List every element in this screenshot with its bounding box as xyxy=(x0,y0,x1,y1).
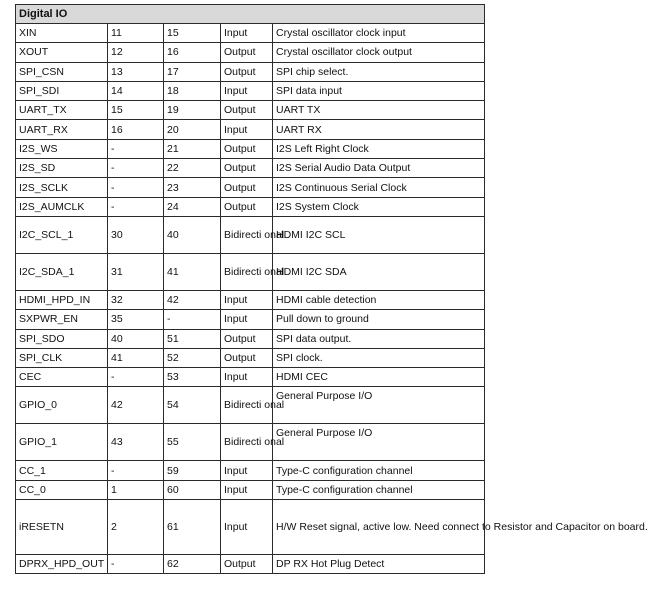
direction-cell: Bidirecti onal xyxy=(221,253,273,290)
table-row xyxy=(16,81,485,100)
direction-cell: Output xyxy=(221,178,273,197)
pin-number-b-cell: 41 xyxy=(164,253,221,290)
pin-number-a-cell: 43 xyxy=(108,424,164,461)
description-cell: SPI clock. xyxy=(273,348,485,367)
table-row xyxy=(16,348,485,367)
pin-number-b-cell: 40 xyxy=(164,216,221,253)
direction-cell: Input xyxy=(221,120,273,139)
pin-number-b-cell: 21 xyxy=(164,139,221,158)
pin-number-b-cell: 18 xyxy=(164,81,221,100)
direction-cell: Input xyxy=(221,81,273,100)
pin-number-b-cell: 51 xyxy=(164,329,221,348)
direction-cell: Input xyxy=(221,310,273,329)
description-cell: SPI data output. xyxy=(273,329,485,348)
pin-number-a-cell: 2 xyxy=(108,500,164,555)
direction-cell: Output xyxy=(221,329,273,348)
pin-number-b-cell: 55 xyxy=(164,424,221,461)
direction-cell: Input xyxy=(221,290,273,309)
table-row xyxy=(16,43,485,62)
description-cell: SPI data input xyxy=(273,81,485,100)
pin-name-cell: CC_1 xyxy=(16,461,108,480)
description-cell: Crystal oscillator clock output xyxy=(273,43,485,62)
direction-cell: Input xyxy=(221,461,273,480)
digital-io-table xyxy=(15,4,648,574)
pin-number-b-cell: 62 xyxy=(164,555,221,574)
description-cell: General Purpose I/O xyxy=(273,387,485,424)
table-row xyxy=(16,178,485,197)
description-cell: UART TX xyxy=(273,101,485,120)
pin-number-a-cell: 13 xyxy=(108,62,164,81)
description-cell: I2S Left Right Clock xyxy=(273,139,485,158)
pin-number-b-cell: 22 xyxy=(164,159,221,178)
table-row xyxy=(16,101,485,120)
pin-number-a-cell: 42 xyxy=(108,387,164,424)
description-cell: HDMI I2C SCL xyxy=(273,216,485,253)
table-row xyxy=(16,139,485,158)
pin-name-cell: XIN xyxy=(16,24,108,43)
pin-number-b-cell: 17 xyxy=(164,62,221,81)
pin-number-b-cell: 61 xyxy=(164,500,221,555)
pin-number-a-cell: - xyxy=(108,159,164,178)
pin-number-a-cell: - xyxy=(108,555,164,574)
table-row xyxy=(16,368,485,387)
description-cell: H/W Reset signal, active low. Need connect to Resistor and Capacitor on board. xyxy=(273,500,485,555)
pin-name-cell: UART_RX xyxy=(16,120,108,139)
pin-name-cell: XOUT xyxy=(16,43,108,62)
direction-cell: Input xyxy=(221,480,273,499)
pin-number-a-cell: 30 xyxy=(108,216,164,253)
direction-cell: Output xyxy=(221,159,273,178)
table-row xyxy=(16,480,485,499)
description-cell: UART RX xyxy=(273,120,485,139)
direction-cell: Bidirecti onal xyxy=(221,216,273,253)
pin-number-a-cell: 32 xyxy=(108,290,164,309)
pin-name-cell: HDMI_HPD_IN xyxy=(16,290,108,309)
description-cell: DP RX Hot Plug Detect xyxy=(273,555,485,574)
pin-number-b-cell: 15 xyxy=(164,24,221,43)
pin-name-cell: CC_0 xyxy=(16,480,108,499)
description-cell: I2S System Clock xyxy=(273,197,485,216)
pin-name-cell: I2C_SCL_1 xyxy=(16,216,108,253)
table-row xyxy=(16,290,485,309)
pin-name-cell: UART_TX xyxy=(16,101,108,120)
table-row xyxy=(16,159,485,178)
pin-number-b-cell: 53 xyxy=(164,368,221,387)
pin-number-a-cell: 40 xyxy=(108,329,164,348)
table-row xyxy=(16,216,485,253)
pin-name-cell: SPI_CSN xyxy=(16,62,108,81)
pin-number-a-cell: - xyxy=(108,197,164,216)
pin-number-b-cell: - xyxy=(164,310,221,329)
description-cell: I2S Serial Audio Data Output xyxy=(273,159,485,178)
pin-number-a-cell: 41 xyxy=(108,348,164,367)
direction-cell: Bidirecti onal xyxy=(221,387,273,424)
table-row xyxy=(16,500,485,555)
table-row xyxy=(16,310,485,329)
direction-cell: Input xyxy=(221,24,273,43)
pin-name-cell: SXPWR_EN xyxy=(16,310,108,329)
pin-number-b-cell: 52 xyxy=(164,348,221,367)
table-row xyxy=(16,329,485,348)
table-row xyxy=(16,62,485,81)
table-row xyxy=(16,387,485,424)
pin-number-b-cell: 16 xyxy=(164,43,221,62)
pin-number-b-cell: 42 xyxy=(164,290,221,309)
table-row xyxy=(16,197,485,216)
pin-number-b-cell: 20 xyxy=(164,120,221,139)
pin-name-cell: CEC xyxy=(16,368,108,387)
description-cell: HDMI cable detection xyxy=(273,290,485,309)
description-cell: HDMI CEC xyxy=(273,368,485,387)
description-cell: HDMI I2C SDA xyxy=(273,253,485,290)
pin-name-cell: SPI_SDO xyxy=(16,329,108,348)
pin-number-a-cell: 15 xyxy=(108,101,164,120)
pin-number-b-cell: 23 xyxy=(164,178,221,197)
pin-number-a-cell: 14 xyxy=(108,81,164,100)
pin-number-a-cell: 31 xyxy=(108,253,164,290)
pin-number-a-cell: - xyxy=(108,139,164,158)
description-cell: Type-C configuration channel xyxy=(273,461,485,480)
table-row xyxy=(16,253,485,290)
pin-number-b-cell: 24 xyxy=(164,197,221,216)
pin-name-cell: I2S_AUMCLK xyxy=(16,197,108,216)
pin-number-a-cell: - xyxy=(108,461,164,480)
direction-cell: Input xyxy=(221,368,273,387)
direction-cell: Output xyxy=(221,43,273,62)
pin-number-b-cell: 54 xyxy=(164,387,221,424)
pin-name-cell: I2S_WS xyxy=(16,139,108,158)
pin-name-cell: DPRX_HPD_OUT xyxy=(16,555,108,574)
pin-name-cell: iRESETN xyxy=(16,500,108,555)
description-cell: SPI chip select. xyxy=(273,62,485,81)
pin-number-a-cell: - xyxy=(108,178,164,197)
table-row xyxy=(16,24,485,43)
table-body xyxy=(16,24,648,574)
table-row xyxy=(16,120,485,139)
direction-cell: Bidirecti onal xyxy=(221,424,273,461)
pin-name-cell: I2S_SCLK xyxy=(16,178,108,197)
pin-name-cell: GPIO_1 xyxy=(16,424,108,461)
pin-name-cell: I2S_SD xyxy=(16,159,108,178)
direction-cell: Output xyxy=(221,197,273,216)
description-cell: I2S Continuous Serial Clock xyxy=(273,178,485,197)
pin-number-a-cell: 35 xyxy=(108,310,164,329)
pin-number-b-cell: 59 xyxy=(164,461,221,480)
table-row xyxy=(16,555,485,574)
pin-name-cell: SPI_CLK xyxy=(16,348,108,367)
direction-cell: Output xyxy=(221,555,273,574)
table-row xyxy=(16,461,485,480)
pin-name-cell: I2C_SDA_1 xyxy=(16,253,108,290)
pin-number-a-cell: - xyxy=(108,368,164,387)
pin-number-a-cell: 12 xyxy=(108,43,164,62)
description-cell: Crystal oscillator clock input xyxy=(273,24,485,43)
description-cell: Pull down to ground xyxy=(273,310,485,329)
section-header: Digital IO xyxy=(16,5,485,24)
pin-name-cell: SPI_SDI xyxy=(16,81,108,100)
pin-name-cell: GPIO_0 xyxy=(16,387,108,424)
table-row xyxy=(16,424,485,461)
direction-cell: Output xyxy=(221,139,273,158)
direction-cell: Output xyxy=(221,348,273,367)
pin-number-a-cell: 11 xyxy=(108,24,164,43)
pin-number-a-cell: 16 xyxy=(108,120,164,139)
description-cell: Type-C configuration channel xyxy=(273,480,485,499)
pin-number-b-cell: 19 xyxy=(164,101,221,120)
pin-number-a-cell: 1 xyxy=(108,480,164,499)
direction-cell: Input xyxy=(221,500,273,555)
description-cell: General Purpose I/O xyxy=(273,424,485,461)
pin-number-b-cell: 60 xyxy=(164,480,221,499)
direction-cell: Output xyxy=(221,62,273,81)
direction-cell: Output xyxy=(221,101,273,120)
